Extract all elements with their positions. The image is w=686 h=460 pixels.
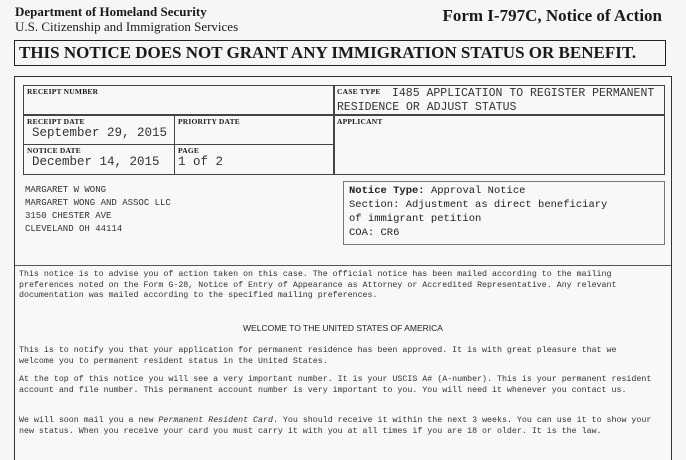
header-agency-block xyxy=(15,4,238,34)
card-paragraph-text-a: We will soon mail you a new xyxy=(19,416,159,425)
notice-type-details xyxy=(349,184,607,240)
notice-date-label: NOTICE DATE xyxy=(27,146,81,155)
notice-type-value: Approval Notice xyxy=(430,185,526,197)
mailing-preferences-paragraph: This notice is to advise you of action taken on this case. The official notice has been mailed according to the mailing preferences noted on the Form G-28, Notice of Entry of Appearance as Attorney or Accredited Representative. Any relevant documentation was mailed according to the specified mailing preferences. xyxy=(19,270,617,300)
applicant-cell xyxy=(333,115,665,175)
notice-frame xyxy=(14,76,672,460)
page-value: 1 of 2 xyxy=(178,155,224,169)
case-type-line1: I485 APPLICATION TO REGISTER PERMANENT xyxy=(392,87,655,100)
address-line-3: 3150 CHESTER AVE xyxy=(25,211,112,221)
welcome-heading: WELCOME TO THE UNITED STATES OF AMERICA xyxy=(243,323,443,333)
notice-section-line1: Section: Adjustment as direct beneficiary xyxy=(349,199,608,211)
priority-date-label: PRIORITY DATE xyxy=(178,117,240,126)
page-cell xyxy=(174,144,335,175)
address-line-2: MARGARET WONG AND ASSOC LLC xyxy=(25,198,171,208)
mailing-address xyxy=(25,184,171,236)
agency-name: Department of Homeland Security xyxy=(15,4,207,19)
receipt-number-label: RECEIPT NUMBER xyxy=(27,87,99,96)
card-paragraph-text-b: . You should receive it within the next 3 weeks. You can use it to show your new status. When you receive your card you must carry it with you at all times if you are 18 or older. It is the law. xyxy=(19,416,652,436)
approval-paragraph: This is to notify you that your application for permanent residence has been approved. It is with great pleasure that we welcome you to permanent resident status in the United States. xyxy=(19,346,617,366)
card-mailing-paragraph xyxy=(19,416,655,437)
case-type-line2: RESIDENCE OR ADJUST STATUS xyxy=(337,101,517,114)
applicant-label: APPLICANT xyxy=(337,117,383,126)
notice-type-label: Notice Type: xyxy=(349,185,425,197)
notice-date-value: December 14, 2015 xyxy=(32,155,160,169)
address-line-4: CLEVELAND OH 44114 xyxy=(25,224,123,234)
receipt-date-label: RECEIPT DATE xyxy=(27,117,85,126)
status-disclaimer-banner: THIS NOTICE DOES NOT GRANT ANY IMMIGRATION STATUS OR BENEFIT. xyxy=(14,40,666,66)
receipt-number-cell xyxy=(23,85,335,115)
permanent-resident-card-term: Permanent Resident Card xyxy=(158,416,273,425)
section-divider xyxy=(15,265,671,266)
receipt-date-value: September 29, 2015 xyxy=(32,126,168,140)
notice-coa: COA: CR6 xyxy=(349,227,400,239)
notice-section-line2: of immigrant petition xyxy=(349,213,482,225)
priority-date-cell xyxy=(174,115,335,145)
sub-agency-name: U.S. Citizenship and Immigration Services xyxy=(15,19,239,34)
page-label: PAGE xyxy=(178,146,200,155)
address-line-1: MARGARET W WONG xyxy=(25,185,107,195)
case-type-cell xyxy=(333,85,665,115)
form-title: Form I-797C, Notice of Action xyxy=(442,6,662,25)
case-type-label: CASE TYPE xyxy=(337,87,381,96)
notice-date-cell xyxy=(23,144,175,175)
receipt-date-cell xyxy=(23,115,175,145)
a-number-paragraph: At the top of this notice you will see a very important number. It is your USCIS A# (A-number). This is your permanent resident account and file number. This permanent account number is very important to you. You will need it whenever you contact us. xyxy=(19,375,652,395)
